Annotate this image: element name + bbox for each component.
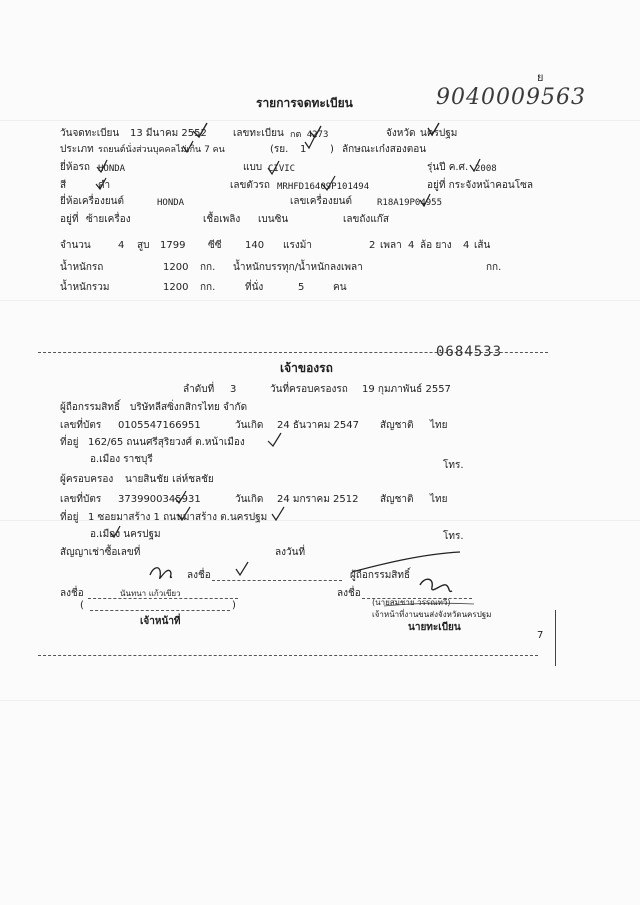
id2-value: 3739900345931 bbox=[118, 494, 201, 505]
weight-unit: กก. bbox=[200, 262, 216, 273]
id2-label: เลขที่บัตร bbox=[60, 494, 102, 505]
color-value: ดำ bbox=[98, 180, 111, 191]
contract-date-label: ลงวันที่ bbox=[275, 547, 306, 558]
gross-label: น้ำหนักรวม bbox=[60, 282, 110, 293]
sign-label-registrar: ลงชื่อ bbox=[337, 588, 361, 599]
holder-label: ผู้ถือกรรมสิทธิ์ bbox=[60, 402, 121, 413]
engine-brand-label: ยี่ห้อเครื่องยนต์ bbox=[60, 196, 125, 207]
gas-tank-label: เลขถังแก๊ส bbox=[343, 214, 389, 225]
qty-value: 4 bbox=[118, 240, 125, 251]
fuel-value: เบนซิน bbox=[258, 214, 289, 225]
engine-loc-value: ซ้ายเครื่อง bbox=[86, 214, 131, 225]
page-mark: 7 bbox=[537, 630, 544, 641]
year-value: 2008 bbox=[475, 164, 497, 174]
load-unit: กก. bbox=[486, 262, 502, 273]
nationality2-label: สัญชาติ bbox=[380, 494, 414, 505]
sign-label-officer: ลงชื่อ bbox=[60, 588, 84, 599]
weight-label: น้ำหนักรถ bbox=[60, 262, 104, 273]
year-label: รุ่นปี ค.ศ. bbox=[427, 162, 469, 173]
province-value: นครปฐม bbox=[420, 128, 458, 139]
province-label: จังหวัด bbox=[386, 128, 416, 139]
chassis-value: MRHFD16409P101494 bbox=[277, 182, 370, 192]
reg-date-label: วันจดทะเบียน bbox=[60, 128, 120, 139]
nationality-label: สัญชาติ bbox=[380, 420, 414, 431]
gross-value: 1200 bbox=[163, 282, 189, 293]
sign-label-holder-side: ลงชื่อ bbox=[187, 570, 211, 581]
engine-loc-label: อยู่ที่ bbox=[60, 214, 79, 225]
type-label: ประเภท bbox=[60, 144, 94, 155]
engine-brand-value: HONDA bbox=[157, 198, 185, 208]
nationality-value: ไทย bbox=[430, 420, 448, 431]
location-label: อยู่ที่ กระจังหน้าคอนโซล bbox=[427, 180, 534, 191]
birth-value: 24 ธันวาคม 2547 bbox=[277, 420, 359, 431]
corner-mark: ย bbox=[537, 71, 544, 84]
nationality2-value: ไทย bbox=[430, 494, 448, 505]
tire-value: 4 bbox=[463, 240, 470, 251]
load-label: น้ำหนักบรรทุก/น้ำหนักลงเพลา bbox=[233, 262, 363, 273]
birth-label: วันเกิด bbox=[235, 420, 264, 431]
holder-sign-label: ผู้ถือกรรมสิทธิ์ bbox=[350, 570, 411, 581]
address-line-1: 162/65 ถนนศรีสุริยวงศ์ ต.หน้าเมือง bbox=[88, 437, 245, 448]
birth2-label: วันเกิด bbox=[235, 494, 264, 505]
seat-unit: คน bbox=[333, 282, 347, 293]
chassis-label: เลขตัวรถ bbox=[230, 180, 270, 191]
fuel-label: เชื้อเพลิง bbox=[203, 214, 241, 225]
address-label: ที่อยู่ bbox=[60, 437, 79, 448]
officer-title: เจ้าหน้าที่ bbox=[140, 616, 181, 627]
plate-value: กต 4273 bbox=[290, 130, 329, 140]
birth2-value: 24 มกราคม 2512 bbox=[277, 494, 359, 505]
owner-section-title: เจ้าของรถ bbox=[280, 361, 333, 375]
document-title: รายการจดทะเบียน bbox=[256, 96, 353, 110]
seat-label: ที่นั่ง bbox=[245, 282, 264, 293]
order-label: ลำดับที่ bbox=[183, 384, 215, 395]
gross-unit: กก. bbox=[200, 282, 216, 293]
possessor-value: นายสินชัย เล่ห์ชลชัย bbox=[125, 474, 214, 485]
address2-label: ที่อยู่ bbox=[60, 512, 79, 523]
wheel-label: ล้อ ยาง bbox=[420, 240, 452, 251]
holder-value: บริษัทลีสซิ่งกสิกรไทย จำกัด bbox=[130, 402, 248, 413]
cc-label: ซีซี bbox=[208, 240, 222, 251]
registrar-title: นายทะเบียน bbox=[408, 622, 461, 633]
possess-date-label: วันที่ครอบครองรถ bbox=[270, 384, 348, 395]
tel-label: โทร. bbox=[443, 460, 464, 471]
order-value: 3 bbox=[230, 384, 237, 395]
address2-line-2: อ.เมือง นครปฐม bbox=[90, 529, 161, 540]
handwritten-reference-number: 9040009563 bbox=[436, 85, 586, 110]
rb-value: 1 bbox=[300, 144, 307, 155]
id-label: เลขที่บัตร bbox=[60, 420, 102, 431]
officer-paren-close: ) bbox=[232, 600, 236, 611]
rb-close: ) bbox=[330, 144, 334, 155]
contract-label: สัญญาเช่าซื้อเลขที่ bbox=[60, 547, 141, 558]
cylinder-label: สูบ bbox=[137, 240, 150, 251]
wheel-value: 4 bbox=[408, 240, 415, 251]
type-value: รถยนต์นั่งส่วนบุคคลไม่เกิน 7 คน bbox=[98, 145, 225, 155]
style-label: ลักษณะเก๋งสองตอน bbox=[342, 144, 427, 155]
registrar-name: (นายสมชาย วรรณทวี) bbox=[372, 598, 451, 607]
possessor-label: ผู้ครอบครอง bbox=[60, 474, 114, 485]
model-label: แบบ bbox=[243, 162, 263, 173]
officer-name: นันทนา แก้วเขียว bbox=[120, 589, 181, 598]
address-line-2: อ.เมือง ราชบุรี bbox=[90, 454, 153, 465]
rb-label: (รย. bbox=[270, 144, 289, 155]
cc-value: 1799 bbox=[160, 240, 186, 251]
brand-value: HONDA bbox=[98, 164, 126, 174]
hp-value: 140 bbox=[245, 240, 265, 251]
brand-label: ยี่ห้อรถ bbox=[60, 162, 90, 173]
model-value: CIVIC bbox=[268, 164, 296, 174]
engine-no-label: เลขเครื่องยนต์ bbox=[290, 196, 352, 207]
reg-date-value: 13 มีนาคม 2552 bbox=[130, 128, 207, 139]
address2-line-1: 1 ซอยมาสร้าง 1 ถนนมาสร้าง ต.นครปฐม bbox=[88, 512, 268, 523]
registrar-position: เจ้าหน้าที่งานขนส่งจังหวัดนครปฐม bbox=[372, 610, 492, 619]
axle-value: 2 bbox=[369, 240, 376, 251]
color-label: สี bbox=[60, 180, 67, 191]
weight-value: 1200 bbox=[163, 262, 189, 273]
officer-paren-open: ( bbox=[80, 600, 84, 611]
serial-number: 0684533 bbox=[436, 344, 503, 360]
possess-date-value: 19 กุมภาพันธ์ 2557 bbox=[362, 384, 451, 395]
qty-label: จำนวน bbox=[60, 240, 91, 251]
seat-value: 5 bbox=[298, 282, 305, 293]
plate-label: เลขทะเบียน bbox=[233, 128, 284, 139]
axle-label: เพลา bbox=[380, 240, 402, 251]
id-value: 0105547166951 bbox=[118, 420, 201, 431]
engine-no-value: R18A19P04955 bbox=[377, 198, 443, 208]
tel2-label: โทร. bbox=[443, 531, 464, 542]
hp-label: แรงม้า bbox=[283, 240, 312, 251]
tire-label: เส้น bbox=[474, 240, 491, 251]
